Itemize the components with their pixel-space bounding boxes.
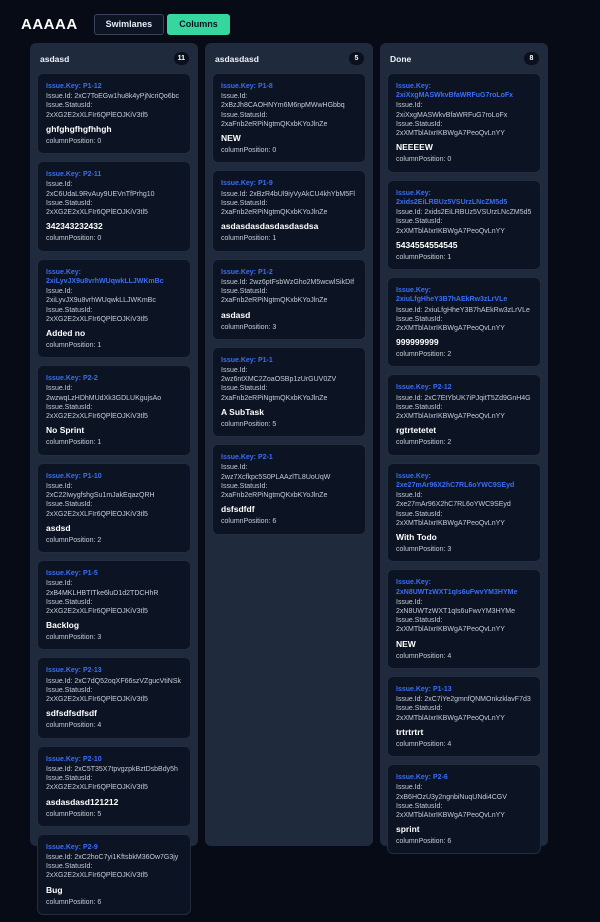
issue-key: Issue.Key: 2xiLyvJX9u8vrhWUqwkLLJWKmBc bbox=[46, 268, 164, 285]
column-title: Done bbox=[390, 53, 412, 64]
card-list bbox=[205, 72, 373, 542]
issue-card[interactable] bbox=[387, 277, 541, 367]
issue-id: Issue.Id: 2xC6UdaL9RvAuy9UEVnTfPrhg10 bbox=[46, 181, 155, 198]
board-column bbox=[30, 43, 198, 906]
issue-key: Issue.Key: P2-9 bbox=[46, 843, 98, 851]
issue-key: Issue.Key: P2-2 bbox=[46, 375, 98, 383]
column-title: asdasdasd bbox=[215, 53, 259, 64]
issue-key: Issue.Key: P1-9 bbox=[221, 180, 273, 188]
board-column bbox=[380, 43, 548, 846]
issue-card[interactable] bbox=[37, 657, 191, 738]
card-list bbox=[380, 72, 548, 861]
column-position: columnPosition: 5 bbox=[221, 420, 277, 428]
column-position: columnPosition: 1 bbox=[46, 341, 102, 349]
issue-id: Issue.Id: 2xe27mAr96X2hC7RL6oYWC9SEyd bbox=[396, 492, 511, 509]
issue-card[interactable] bbox=[212, 259, 366, 340]
card-title: dsfsdfdf bbox=[221, 504, 255, 515]
issue-status-id: Issue.StatusId: 2xXMTblAIxrIKBWgA7PeoQvLnYY bbox=[396, 802, 505, 820]
issue-id: Issue.Id: 2xBzR4bUl9iyVyAkCU4khYbM5Fl bbox=[221, 190, 355, 198]
issue-id: Issue.Id: 2xN8UWTzWXT1qIs6uFwvYM3HYMe bbox=[396, 598, 516, 615]
issue-key: Issue.Key: 2xids2EiLRBUz5VSUrzLNcZM5d5 bbox=[396, 189, 508, 206]
issue-status-id: Issue.StatusId: 2xXG2E2xXLFIr6QPlEOJKiV3tl5 bbox=[46, 199, 148, 217]
issue-status-id: Issue.StatusId: 2xaFnb2eRPiNgtmQKxbKYoJlnZe bbox=[221, 385, 328, 402]
column-header bbox=[30, 43, 198, 72]
issue-card[interactable] bbox=[387, 463, 541, 563]
card-list bbox=[30, 72, 198, 922]
issue-status-id: Issue.StatusId: 2xXMTblAIxrIKBWgA7PeoQvLnYY bbox=[396, 617, 505, 634]
column-position: columnPosition: 0 bbox=[221, 147, 277, 155]
column-position: columnPosition: 4 bbox=[396, 740, 452, 748]
swimlanes-button[interactable]: Swimlanes bbox=[94, 14, 165, 35]
column-count-badge: 5 bbox=[349, 52, 364, 65]
card-title: A SubTask bbox=[221, 406, 264, 417]
issue-id: Issue.Id: 2xC5T35X7tpvgzpkBztDsbBdy5h bbox=[46, 765, 178, 773]
issue-id: Issue.Id: 2xiXxgMASWkvBfaWRFuG7roLoFx bbox=[396, 102, 508, 119]
issue-card[interactable] bbox=[387, 569, 541, 669]
issue-id: Issue.Id: 2xB6HOzU3y2ngnbiNuqUNdi4CGV bbox=[396, 784, 507, 801]
app-title: AAAAA bbox=[21, 15, 78, 33]
issue-card[interactable] bbox=[37, 560, 191, 650]
column-position: columnPosition: 6 bbox=[221, 518, 277, 526]
card-title: 342343232432 bbox=[46, 221, 103, 232]
issue-id: Issue.Id: 2wz7Xcfkpc5S0PLAAzlTL8UoUqW bbox=[221, 464, 331, 481]
issue-id: Issue.Id: 2xiLyvJX9u8vrhWUqwkLLJWKmBc bbox=[46, 288, 156, 305]
issue-card[interactable] bbox=[212, 444, 366, 534]
view-toggle bbox=[94, 14, 230, 35]
column-position: columnPosition: 2 bbox=[396, 351, 452, 359]
issue-card[interactable] bbox=[212, 347, 366, 437]
issue-card[interactable] bbox=[37, 161, 191, 251]
column-position: columnPosition: 1 bbox=[221, 235, 277, 243]
issue-status-id: Issue.StatusId: 2xaFnb2eRPiNgtmQKxbKYoJlnZe bbox=[221, 482, 328, 500]
column-position: columnPosition: 3 bbox=[221, 323, 277, 331]
card-title: 5434554554545 bbox=[396, 239, 458, 250]
issue-id: Issue.Id: 2xC7ToEGw1hu8k4yPjNcriQo6bc bbox=[46, 93, 180, 101]
issue-key: Issue.Key: P2-6 bbox=[396, 774, 448, 782]
card-title: trtrtrtrt bbox=[396, 726, 424, 737]
issue-id: Issue.Id: 2xids2EiLRBUz5VSUrzLNcZM5d5 bbox=[396, 209, 532, 217]
issue-key: Issue.Key: P2-13 bbox=[46, 667, 102, 675]
issue-key: Issue.Key: P1-5 bbox=[46, 570, 98, 578]
issue-key: Issue.Key: P2-10 bbox=[46, 755, 102, 763]
issue-status-id: Issue.StatusId: 2xXMTblAIxrIKBWgA7PeoQvLnYY bbox=[396, 510, 505, 527]
issue-status-id: Issue.StatusId: 2xaFnb2eRPiNgtmQKxbKYoJlnZe bbox=[221, 111, 328, 128]
issue-status-id: Issue.StatusId: 2xXG2E2xXLFIr6QPlEOJKiV3tl5 bbox=[46, 598, 148, 615]
issue-id: Issue.Id: 2wz6ptFsbWzGho2M5wcwlSikDIf bbox=[221, 278, 355, 286]
issue-status-id: Issue.StatusId: 2xXMTblAIxrIKBWgA7PeoQvLnYY bbox=[396, 120, 505, 138]
card-title: NEW bbox=[396, 638, 416, 649]
issue-id: Issue.Id: 2xBzJh8CAOHNYm6M6npMWwHGbbq bbox=[221, 93, 345, 110]
column-position: columnPosition: 1 bbox=[46, 439, 102, 447]
card-title: NEEEEW bbox=[396, 142, 433, 153]
issue-status-id: Issue.StatusId: 2xXG2E2xXLFIr6QPlEOJKiV3tl5 bbox=[46, 501, 148, 518]
card-title: Bug bbox=[46, 884, 63, 895]
issue-key: Issue.Key: 2xiuLfgHheY3B7hAEkRw3zLrVLe bbox=[396, 287, 508, 304]
card-title: Added no bbox=[46, 327, 86, 338]
issue-id: Issue.Id: 2xC22IwygfshgSu1mJakEqazQRH bbox=[46, 482, 155, 500]
board-column bbox=[205, 43, 373, 846]
column-count-badge: 8 bbox=[524, 52, 539, 65]
card-title: asdasdasdasdasdasdsa bbox=[221, 221, 319, 232]
issue-status-id: Issue.StatusId: 2xXG2E2xXLFIr6QPlEOJKiV3tl5 bbox=[46, 863, 148, 880]
column-position: columnPosition: 6 bbox=[396, 838, 452, 846]
issue-key: Issue.Key: 2xiXxgMASWkvBfaWRFuG7roLoFx bbox=[396, 83, 514, 100]
issue-card[interactable] bbox=[37, 834, 191, 915]
column-header bbox=[205, 43, 373, 72]
column-header bbox=[380, 43, 548, 72]
issue-status-id: Issue.StatusId: 2xaFnb2eRPiNgtmQKxbKYoJlnZe bbox=[221, 288, 328, 305]
issue-card[interactable] bbox=[37, 259, 191, 359]
issue-id: Issue.Id: 2wzwqLzHDhMUdXk3GDLUKgujsAo bbox=[46, 385, 162, 402]
column-position: columnPosition: 5 bbox=[46, 810, 102, 818]
column-position: columnPosition: 6 bbox=[46, 898, 102, 906]
column-position: columnPosition: 0 bbox=[46, 235, 102, 243]
column-count-badge: 11 bbox=[174, 52, 189, 65]
column-position: columnPosition: 0 bbox=[46, 137, 102, 145]
column-position: columnPosition: 2 bbox=[396, 439, 452, 447]
issue-key: Issue.Key: P1-1 bbox=[221, 356, 273, 364]
issue-status-id: Issue.StatusId: 2xXMTblAIxrIKBWgA7PeoQvLnYY bbox=[396, 218, 505, 235]
issue-key: Issue.Key: P1-13 bbox=[396, 685, 452, 693]
issue-card[interactable] bbox=[37, 463, 191, 553]
issue-key: Issue.Key: P2-12 bbox=[396, 384, 452, 392]
card-title: sdfsdfsdfsdf bbox=[46, 708, 97, 719]
issue-id: Issue.Id: 2wz6ntXMC2ZoaOSBp1zUrGUV0ZV bbox=[221, 366, 337, 384]
issue-key: Issue.Key: P1-10 bbox=[46, 472, 102, 480]
card-title: Backlog bbox=[46, 620, 80, 631]
issue-id: Issue.Id: 2xC7iYe2gmnfQNMOnkzklavF7d3 bbox=[396, 696, 531, 704]
card-title: ghfghgfhgfhhgh bbox=[46, 123, 112, 134]
card-title: asdasdasd121212 bbox=[46, 796, 119, 807]
issue-status-id: Issue.StatusId: 2xXMTblAIxrIKBWgA7PeoQvLnYY bbox=[396, 705, 505, 722]
issue-status-id: Issue.StatusId: 2xXG2E2xXLFIr6QPlEOJKiV3tl5 bbox=[46, 775, 148, 792]
top-bar bbox=[0, 0, 600, 38]
issue-card[interactable] bbox=[387, 676, 541, 757]
issue-id: Issue.Id: 2xC7EtYbUK7iPJqitT5Zd9GnH4G bbox=[396, 394, 531, 402]
issue-card[interactable] bbox=[37, 73, 191, 154]
issue-id: Issue.Id: 2xB4MKLHBTITke6luD1d2TDCHhR bbox=[46, 580, 159, 597]
issue-card[interactable] bbox=[387, 374, 541, 455]
card-title: With Todo bbox=[396, 532, 437, 543]
issue-status-id: Issue.StatusId: 2xXG2E2xXLFIr6QPlEOJKiV3tl5 bbox=[46, 102, 148, 119]
card-title: No Sprint bbox=[46, 425, 85, 436]
column-position: columnPosition: 1 bbox=[396, 253, 452, 261]
issue-id: Issue.Id: 2xC2hoC7yi1KftsbkM36Ow7G3jy bbox=[46, 854, 179, 862]
column-position: columnPosition: 3 bbox=[46, 634, 102, 642]
issue-id: Issue.Id: 2xiuLfgHheY3B7hAEkRw3zLrVLe bbox=[396, 306, 530, 314]
issue-key: Issue.Key: P2-11 bbox=[46, 171, 102, 179]
column-title: asdasd bbox=[40, 53, 70, 64]
issue-key: Issue.Key: 2xN8UWTzWXT1qIs6uFwvYM3HYMe bbox=[396, 579, 518, 596]
issue-key: Issue.Key: P1-2 bbox=[221, 268, 273, 276]
card-title: asdasd bbox=[221, 309, 251, 320]
issue-status-id: Issue.StatusId: 2xXMTblAIxrIKBWgA7PeoQvLnYY bbox=[396, 403, 505, 421]
issue-key: Issue.Key: P2-1 bbox=[221, 454, 273, 462]
issue-key: Issue.Key: P1-8 bbox=[221, 83, 273, 90]
columns-button[interactable]: Columns bbox=[167, 14, 230, 35]
board bbox=[30, 43, 600, 906]
column-position: columnPosition: 4 bbox=[396, 652, 452, 660]
card-title: asdsd bbox=[46, 522, 71, 533]
column-position: columnPosition: 4 bbox=[46, 722, 102, 730]
card-title: rgtrtetetet bbox=[396, 425, 437, 436]
issue-status-id: Issue.StatusId: 2xXG2E2xXLFIr6QPlEOJKiV3tl5 bbox=[46, 306, 148, 323]
issue-status-id: Issue.StatusId: 2xaFnb2eRPiNgtmQKxbKYoJlnZe bbox=[221, 199, 328, 217]
column-position: columnPosition: 3 bbox=[396, 546, 452, 554]
issue-status-id: Issue.StatusId: 2xXG2E2xXLFIr6QPlEOJKiV3tl5 bbox=[46, 403, 148, 421]
card-title: NEW bbox=[221, 133, 241, 144]
issue-id: Issue.Id: 2xC7dQ52oqXF66szVZgucVtiNSk bbox=[46, 677, 182, 685]
issue-card[interactable] bbox=[37, 365, 191, 455]
issue-status-id: Issue.StatusId: 2xXG2E2xXLFIr6QPlEOJKiV3tl5 bbox=[46, 686, 148, 704]
issue-card[interactable] bbox=[387, 180, 541, 270]
column-position: columnPosition: 2 bbox=[46, 536, 102, 544]
issue-key: Issue.Key: 2xe27mAr96X2hC7RL6oYWC9SEyd bbox=[396, 472, 515, 489]
issue-card[interactable] bbox=[212, 73, 366, 163]
issue-card[interactable] bbox=[37, 746, 191, 827]
issue-status-id: Issue.StatusId: 2xXMTblAIxrIKBWgA7PeoQvLnYY bbox=[396, 315, 505, 332]
issue-card[interactable] bbox=[212, 170, 366, 251]
issue-card[interactable] bbox=[387, 764, 541, 854]
issue-card[interactable] bbox=[387, 73, 541, 173]
issue-key: Issue.Key: P1-12 bbox=[46, 83, 102, 90]
card-title: 999999999 bbox=[396, 337, 439, 348]
column-position: columnPosition: 0 bbox=[396, 156, 452, 164]
card-title: sprint bbox=[396, 824, 420, 835]
